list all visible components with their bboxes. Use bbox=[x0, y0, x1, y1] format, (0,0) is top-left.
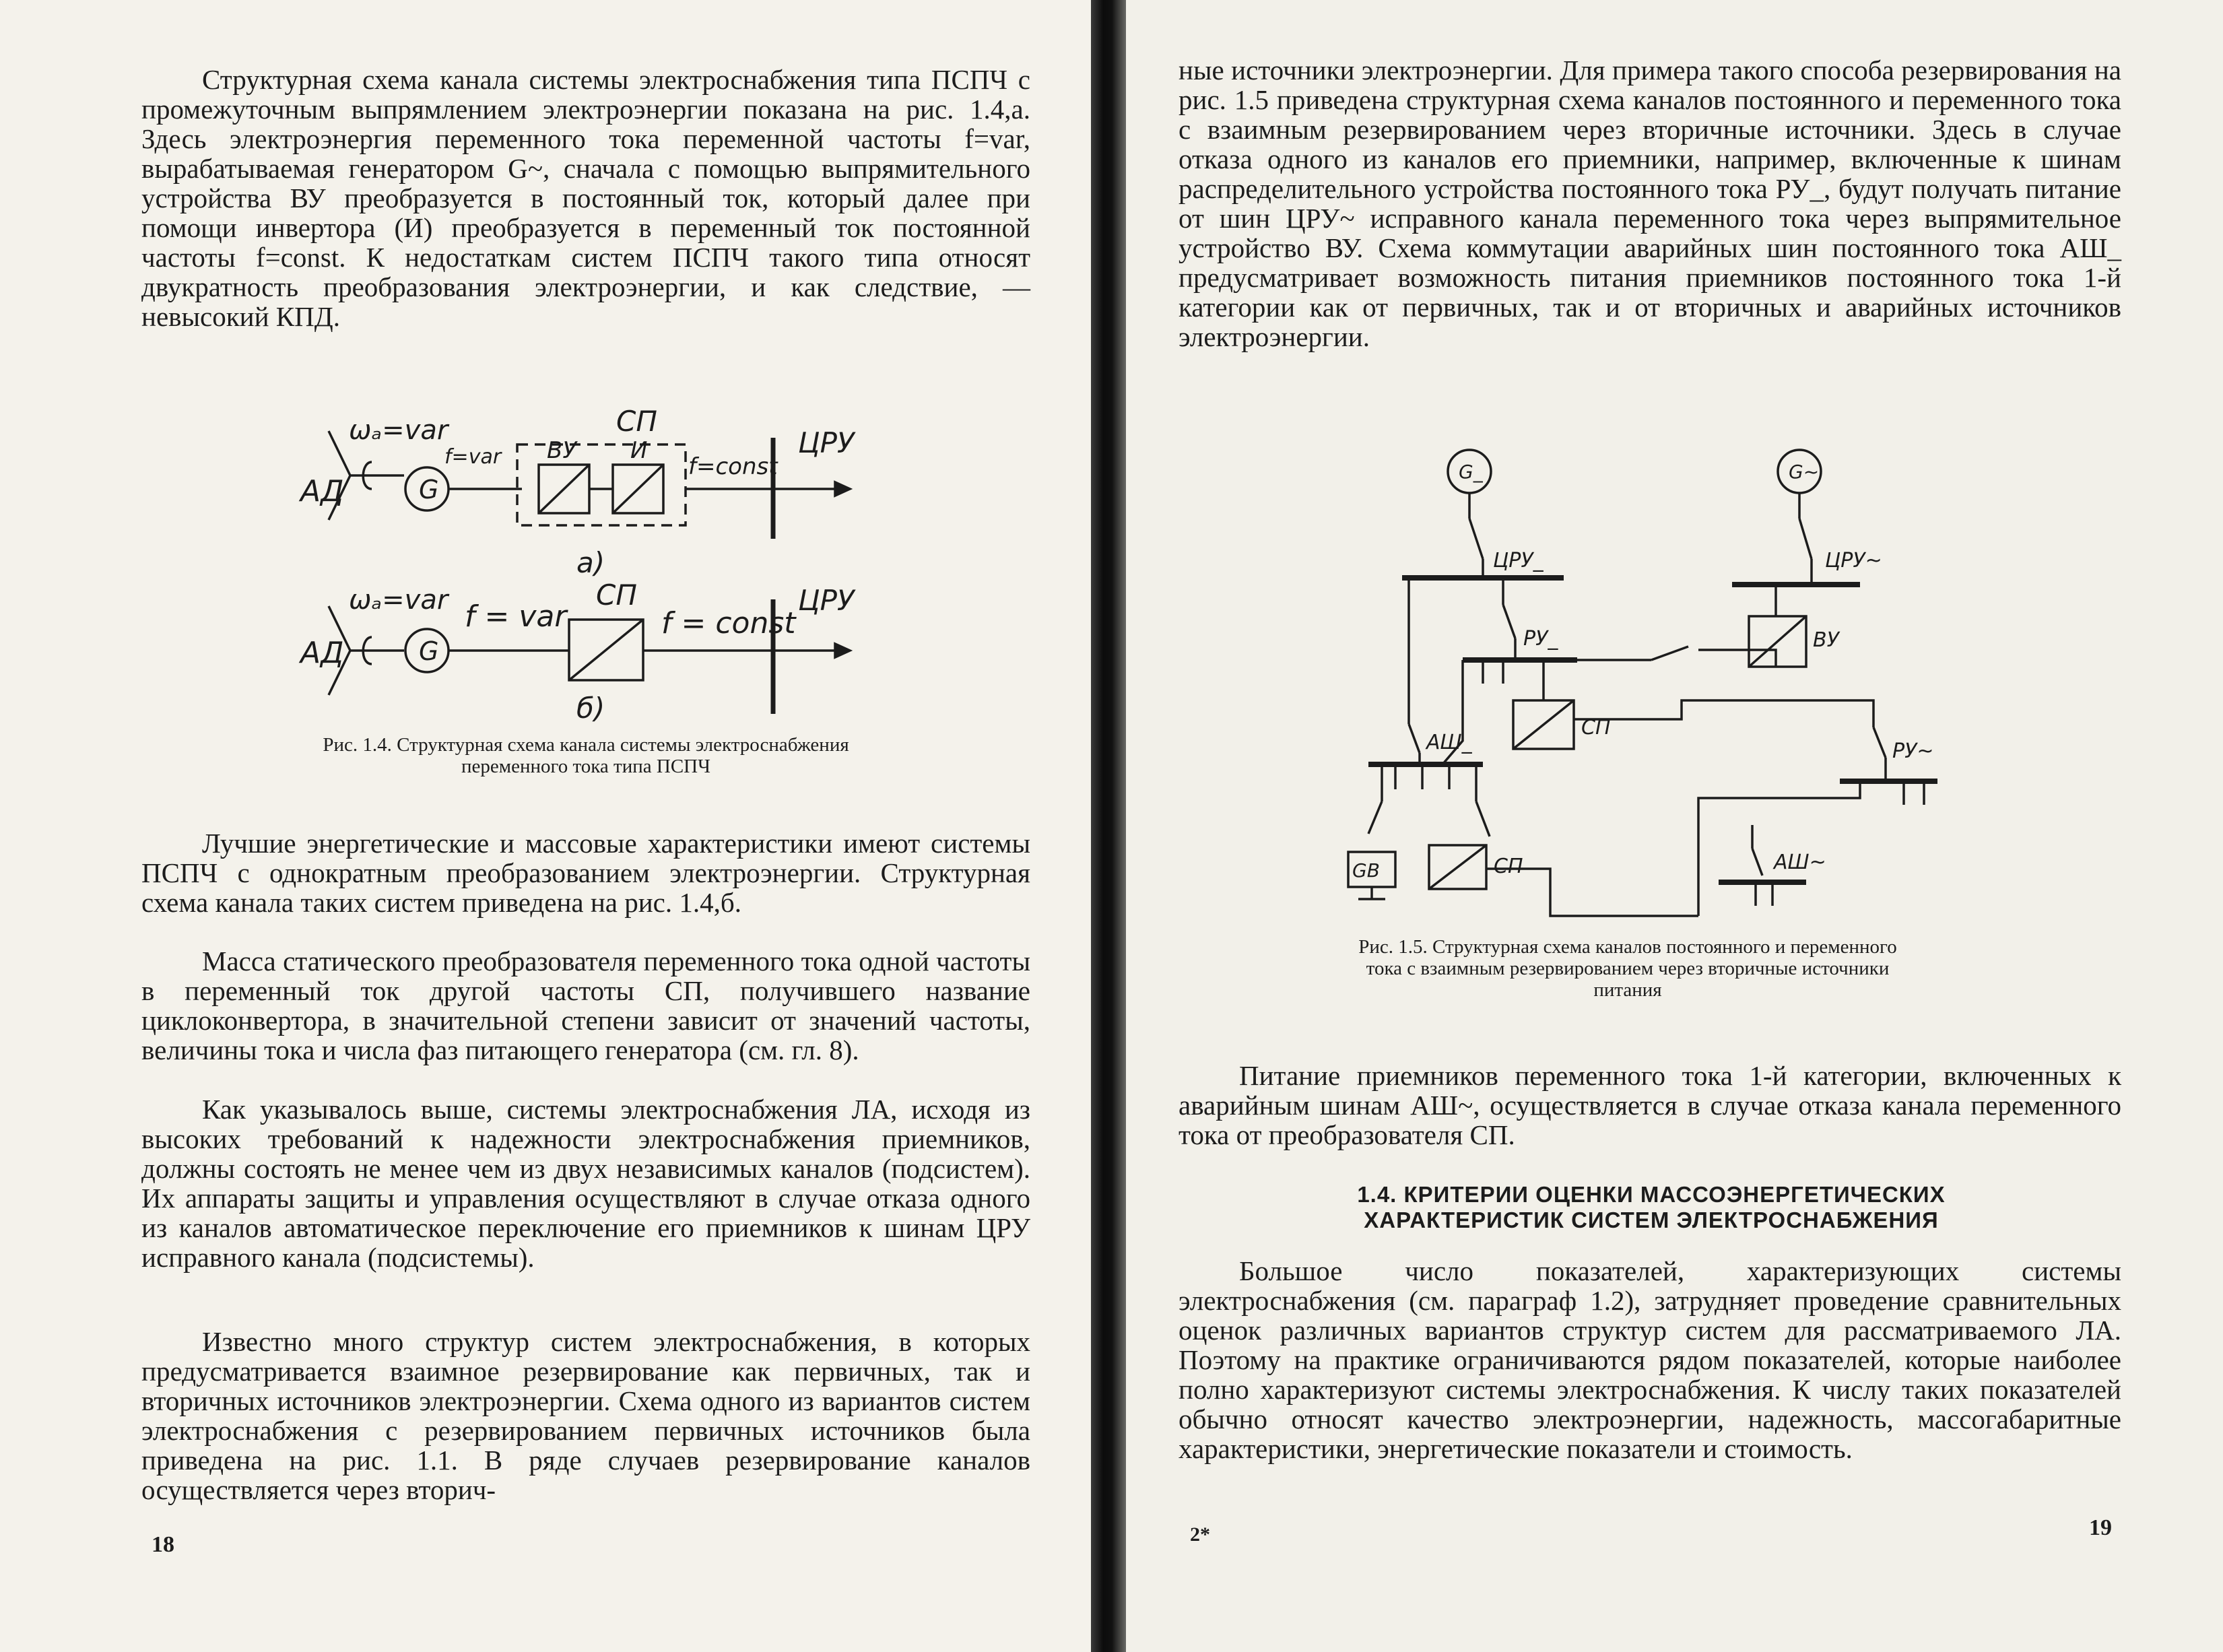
right-page bbox=[1126, 0, 2223, 1652]
ru-ac-to-ash-ac bbox=[1698, 781, 1860, 916]
switch-sp-bottom bbox=[1476, 801, 1490, 836]
figure-1-4 bbox=[0, 0, 1091, 754]
page-number-right: 19 bbox=[2089, 1515, 2112, 1540]
label-a: а) bbox=[576, 546, 605, 579]
vu-block-symbol bbox=[539, 465, 589, 513]
page-number-left: 18 bbox=[152, 1532, 174, 1557]
label-sp-b: СП bbox=[596, 579, 637, 612]
book-gutter bbox=[1091, 0, 1126, 1652]
left-paragraph-2: Лучшие энергетические и массовые характеристики имеют системы ПСПЧ с однократным преобразованием электроэнергии. Структурная схема канала таких систем приведена на рис. 1.4,б. bbox=[141, 828, 1030, 918]
left-paragraph-5: Известно много структур систем электроснабжения, в которых предусматривается взаимное резервирование как первичных, так и вторичных источников электроэнергии. Схема одного из вариантов систем электроснабжения с резервированием первичных источников была приведена на рис. 1.1. В ряде случаев резервирование каналов осуществляется через вторич- bbox=[141, 1326, 1030, 1505]
label-ash-ac: АШ~ bbox=[1774, 851, 1826, 874]
label-g-ac: G~ bbox=[1789, 461, 1820, 483]
label-ad-a: АД bbox=[300, 474, 344, 508]
label-sp-bottom: СП bbox=[1494, 855, 1523, 878]
switch-gen-ac bbox=[1799, 519, 1812, 559]
label-gb: GB bbox=[1352, 859, 1380, 882]
shaft-coupling-b bbox=[350, 637, 404, 664]
label-sp-top: СП bbox=[1581, 716, 1611, 739]
switch-ru-dc-vu bbox=[1651, 647, 1688, 660]
label-f-var-small: f=var bbox=[444, 445, 502, 469]
switch-ash-dc bbox=[1409, 724, 1420, 753]
figure-1-4-caption: Рис. 1.4. Структурная схема канала системы электроснабжения переменного тока типа ПСПЧ bbox=[323, 734, 849, 777]
label-f-const-small: f=const bbox=[688, 453, 778, 480]
signature-mark: 2* bbox=[1190, 1523, 1210, 1546]
label-ash-dc: АШ_ bbox=[1426, 731, 1472, 754]
switch-ash-ac bbox=[1752, 849, 1762, 875]
figure-1-5-caption: Рис. 1.5. Структурная схема каналов постоянного и переменного тока с взаимным резервированием через вторичные источники питания bbox=[1358, 936, 1897, 1001]
label-g-b: G bbox=[419, 636, 439, 666]
left-paragraph-3: Масса статического преобразователя переменного тока одной частоты в переменный ток другой частоты СП, получившего название циклоконвертора, в значительной степени зависит от значений частоты, величины тока и числа фаз питающего генератора (см. гл. 8). bbox=[141, 946, 1030, 1065]
label-g-dc: G_ bbox=[1459, 461, 1483, 483]
switch-gb bbox=[1368, 801, 1382, 834]
right-paragraph-2: Питание приемников переменного тока 1-й категории, включенных к аварийным шинам АШ~, осуществляется в случае отказа канала переменного тока от преобразователя СП. bbox=[1179, 1060, 2121, 1150]
label-cru-ac: ЦРУ~ bbox=[1825, 549, 1882, 572]
label-ru-ac: РУ~ bbox=[1892, 739, 1934, 763]
section-heading: 1.4. КРИТЕРИИ ОЦЕНКИ МАССОЭНЕРГЕТИЧЕСКИХ ХАРАКТЕРИСТИК СИСТЕМ ЭЛЕКТРОСНАБЖЕНИЯ bbox=[1357, 1182, 1946, 1232]
sp-block-bottom-symbol bbox=[1429, 845, 1486, 889]
left-page bbox=[0, 0, 1091, 1652]
left-paragraph-1: Структурная схема канала системы электроснабжения типа ПСПЧ с промежуточным выпрямлением электроэнергии показана на рис. 1.4,а. Здесь электроэнергия переменного тока переменной частоты f=var, вырабатываемая генератором G~, сначала с помощью выпрямительного устройства ВУ преобразуется в постоянный ток, который далее при помощи инвертора (И) преобразуется в переменный ток постоянной частоты f=const. К недостаткам систем ПСПЧ такого типа относят двукратность преобразования электроэнергии, и как следствие, — невысокий КПД. bbox=[141, 64, 1030, 332]
label-b: б) bbox=[576, 692, 605, 725]
sp-block-symbol bbox=[569, 620, 643, 680]
label-sp-a: СП bbox=[616, 405, 657, 438]
label-f-const: f = const bbox=[661, 606, 796, 640]
label-cru-b: ЦРУ bbox=[798, 584, 855, 617]
left-paragraph-4: Как указывалось выше, системы электроснабжения ЛА, исходя из высоких требований к надежности электроснабжения приемников, должны состоять не менее чем из двух независимых каналов (подсистем). Их аппараты защиты и управления осуществляют в случае отказа одного из каналов автоматическое переключение его приемников к шинам ЦРУ исправного канала (подсистемы). bbox=[141, 1094, 1030, 1273]
label-vu-a: ВУ bbox=[547, 437, 577, 464]
sp-top-to-ru-ac bbox=[1574, 700, 1873, 727]
shaft-coupling-a bbox=[350, 462, 404, 489]
label-cru-dc: ЦРУ_ bbox=[1493, 549, 1544, 572]
ru-ac-feed bbox=[1873, 727, 1886, 758]
label-g-a: G bbox=[419, 475, 439, 504]
figure-1-4b bbox=[298, 579, 856, 725]
label-cru-a: ЦРУ bbox=[798, 426, 855, 459]
output-arrow-a bbox=[835, 482, 850, 496]
label-omega-a: ωₐ=var bbox=[349, 415, 449, 446]
output-arrow-b bbox=[835, 644, 850, 657]
switch-gen-dc bbox=[1469, 519, 1483, 559]
vu-block-symbol-r bbox=[1749, 616, 1806, 667]
sp-block-top-symbol bbox=[1513, 700, 1574, 749]
label-ad-b: АД bbox=[300, 636, 344, 670]
figure-1-5 bbox=[1126, 0, 2223, 943]
figure-1-4a bbox=[298, 405, 856, 579]
label-i-a: И bbox=[630, 437, 648, 464]
label-omega-b: ωₐ=var bbox=[349, 585, 449, 616]
label-f-var: f = var bbox=[465, 599, 567, 634]
i-block-symbol bbox=[613, 465, 663, 513]
right-paragraph-3: Большое число показателей, характеризующих системы электроснабжения (см. параграф 1.2), затрудняет проведение сравнительных оценок различных вариантов структур систем для рассматриваемого ЛА. Поэтому на практике ограничиваются рядом показателей, которые наиболее полно характеризуют системы электроснабжения. К числу таких показателей обычно относят качество электроэнергии, надежность, массогабаритные характеристики, энергетические показатели и стоимость. bbox=[1179, 1255, 2121, 1464]
label-ru-dc: РУ_ bbox=[1523, 627, 1558, 651]
right-paragraph-1: ные источники электроэнергии. Для примера такого способа резервирования на рис. 1.5 приведена структурная схема каналов постоянного и переменного тока с взаимным резервированием через вторичные источники. Здесь в случае отказа одного из каналов его приемники, например, включенные к шинам распределительного устройства постоянного тока РУ_, будут получать питание от шин ЦРУ~ исправного канала переменного тока через выпрямительное устройство ВУ. Схема коммутации аварийных шин постоянного тока АШ_ предусматривает возможность питания приемников постоянного тока 1-й категории как от первичных, так и от вторичных и аварийных источников электроэнергии. bbox=[1179, 55, 2121, 352]
switch-ru-dc bbox=[1503, 605, 1515, 638]
label-vu-r: ВУ bbox=[1813, 628, 1839, 652]
